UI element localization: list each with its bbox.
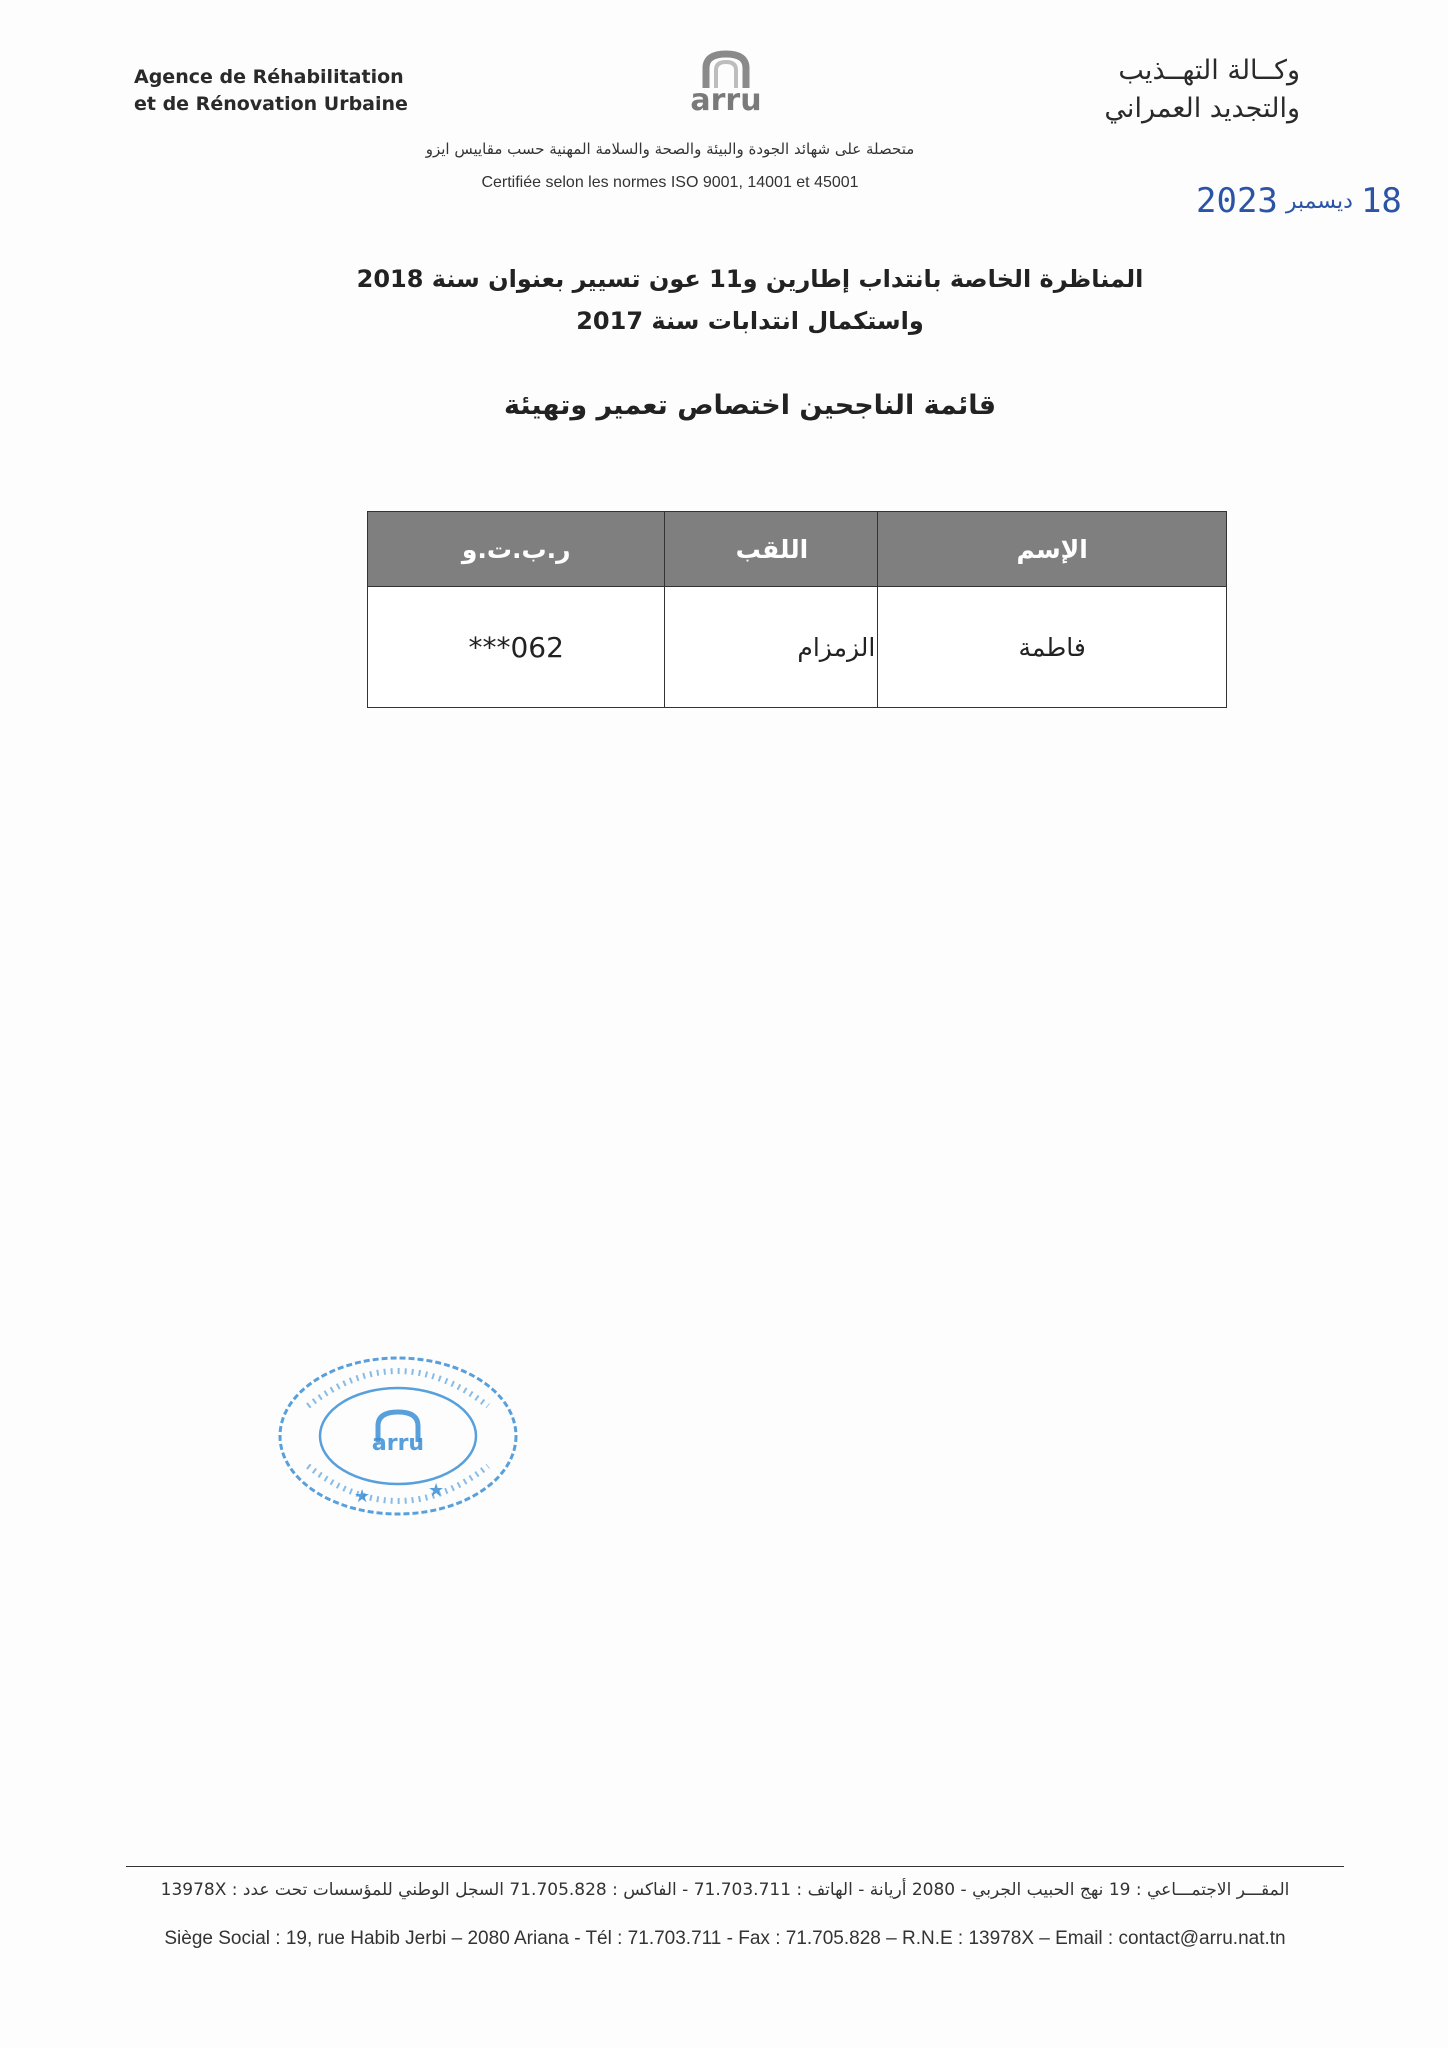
arru-logo	[670, 48, 782, 116]
certification-ar: متحصلة على شهائد الجودة والبيئة والصحة والسلامة المهنية حسب مقاييس ايزو	[425, 140, 915, 158]
cell-first-name: فاطمة	[878, 587, 1227, 708]
document-title-line1: المناظرة الخاصة بانتداب إطارين و11 عون تسيير بعنوان سنة 2018	[356, 265, 1144, 293]
date-day: 18	[1360, 181, 1402, 221]
header-id: ر.ب.ت.و	[368, 512, 665, 587]
results-table	[367, 511, 1227, 708]
organization-name-ar	[960, 52, 1300, 128]
organization-name-fr-line1: Agence de Réhabilitation	[134, 66, 404, 88]
table-header-row	[368, 512, 1227, 587]
table-row	[368, 587, 1227, 708]
footer-divider	[126, 1866, 1344, 1867]
svg-text:★: ★	[428, 1480, 445, 1501]
header-first-name: الإسم	[878, 512, 1227, 587]
footer-address-fr: Siège Social : 19, rue Habib Jerbi – 2080 Ariana - Tél : 71.703.711 - Fax : 71.705.828 – R.N.E : 13978X – Email : contact@arru.nat.tn	[164, 1928, 1286, 1949]
organization-name-ar-line2: والتجديد العمراني	[1104, 93, 1300, 124]
seal-center-text: arru	[371, 1431, 425, 1456]
organization-name-fr-line2: et de Rénovation Urbaine	[134, 93, 408, 115]
svg-text:★: ★	[354, 1486, 371, 1507]
header-last-name: اللقب	[665, 512, 878, 587]
cell-id: ***062	[368, 587, 665, 708]
organization-name-fr	[134, 64, 494, 118]
organization-name-ar-line1: وكــالة التهــذيب	[1118, 55, 1300, 86]
cell-last-name-text: الزمزام	[797, 632, 876, 662]
official-seal	[268, 1346, 528, 1526]
document-title-line2: واستكمال انتدابات سنة 2017	[576, 307, 924, 335]
certification-fr: Certifiée selon les normes ISO 9001, 14001 et 45001	[481, 174, 859, 191]
date-stamp	[1196, 176, 1416, 226]
cell-last-name	[665, 587, 878, 708]
date-month: ديسمبر	[1285, 188, 1353, 214]
date-year: 2023	[1196, 181, 1278, 221]
document-subtitle: قائمة الناجحين اختصاص تعمير وتهيئة	[503, 390, 997, 421]
logo-text: arru	[690, 83, 762, 116]
document-title	[300, 258, 1200, 342]
footer-address-ar: المقـــر الاجتمـــاعي : 19 نهج الحبيب الجربي - 2080 أريانة - الهاتف : 71.703.711 - الفاكس : 71.705.828 السجل الوطني للمؤسسات تحت عدد : 13978X	[160, 1880, 1290, 1900]
